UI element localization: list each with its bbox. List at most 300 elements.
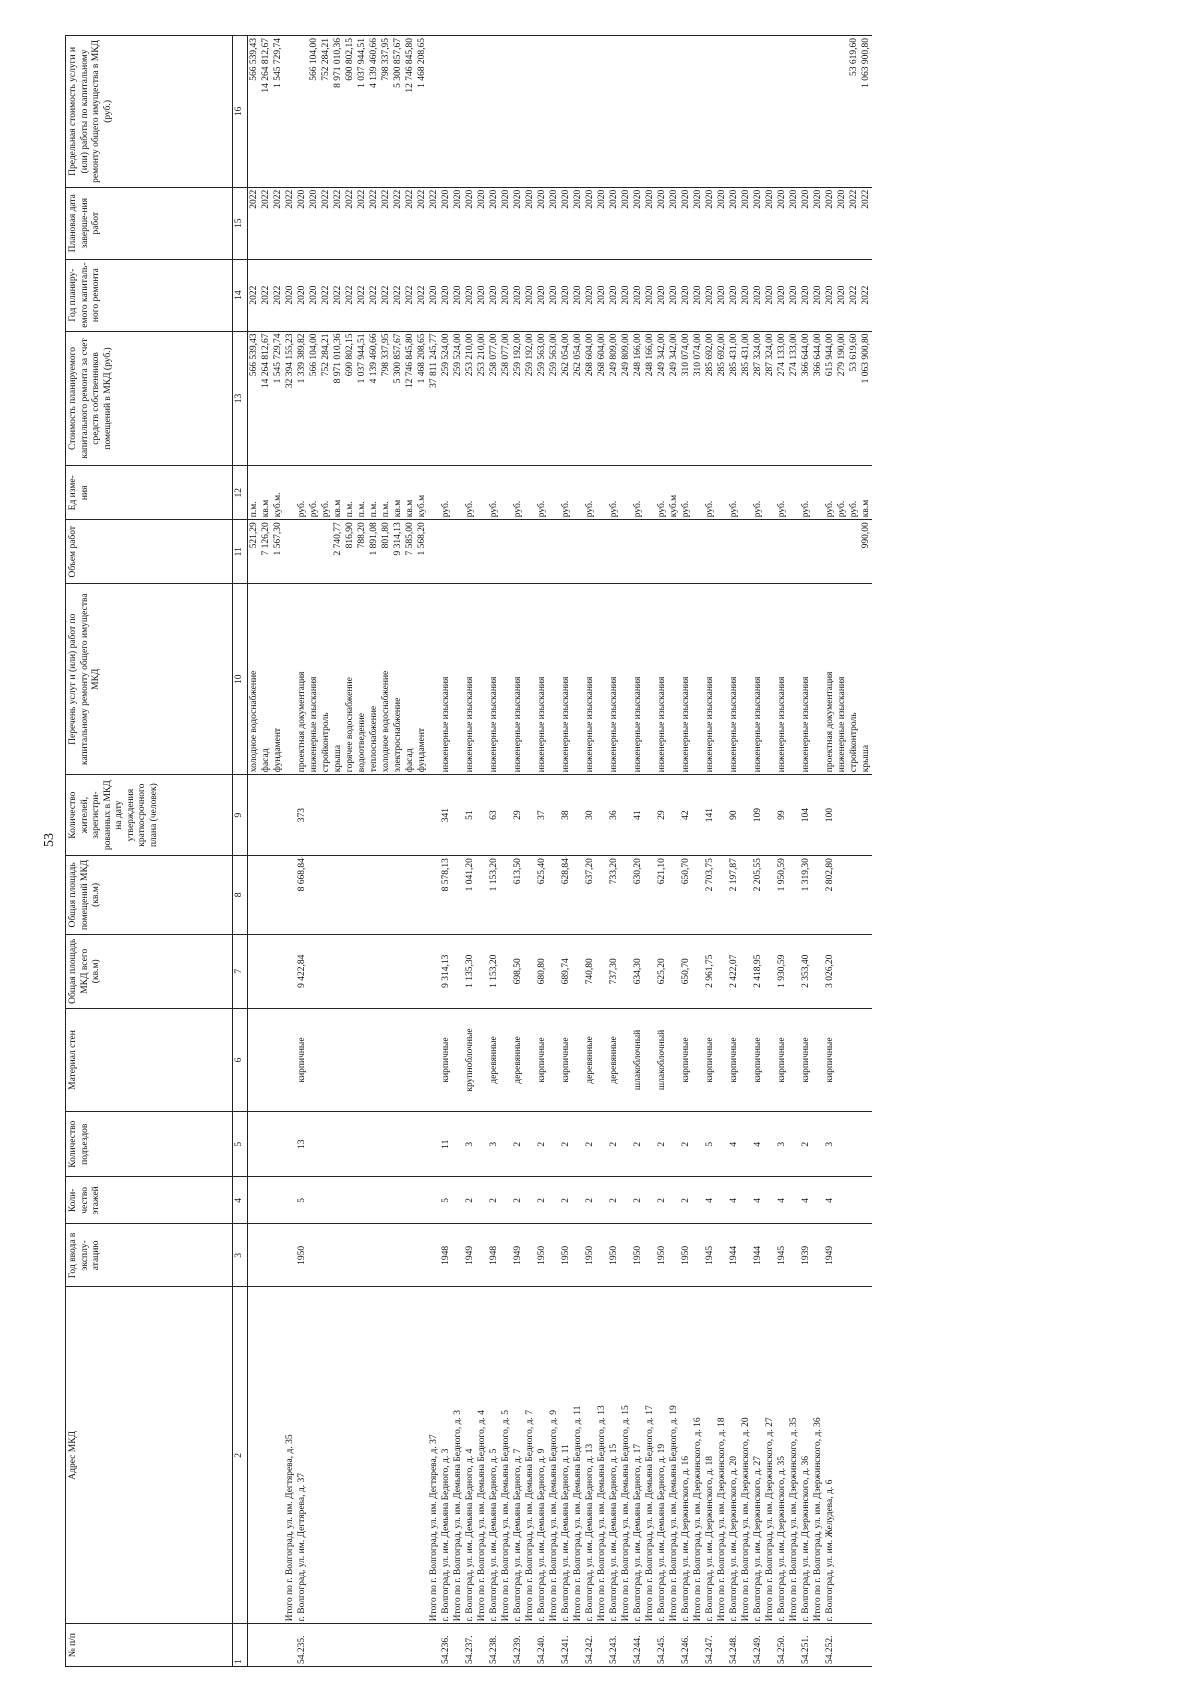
cell-year: 1950: [536, 1224, 548, 1287]
cell-volume: [632, 520, 644, 584]
cell-volume: [284, 520, 296, 584]
cell-year: 1945: [704, 1224, 716, 1287]
cell-entrances: [524, 1112, 536, 1177]
cell-work-type: инженерные изыскания: [680, 584, 692, 775]
cell-unit: [596, 466, 608, 520]
cell-completion-date: 2020: [596, 187, 608, 259]
cell-total-area: [500, 934, 512, 1008]
cell-volume: 9 314,13: [392, 520, 404, 584]
cell-repair-year: 2020: [308, 259, 320, 331]
cell-num: [692, 1624, 704, 1667]
cell-address: г. Волгоград, ул. им. Дегтярева, д. 37: [296, 1287, 308, 1624]
cell-wall-material: [848, 1008, 860, 1111]
column-header-work-type: Перечень услуг и (или) работ по капитальному ремонту общего имущества МКД: [66, 584, 233, 775]
cell-repair-year: 2020: [584, 259, 596, 331]
cell-total-area: 740,80: [584, 934, 596, 1008]
cell-repair-year: 2020: [764, 259, 776, 331]
cell-repair-year: 2022: [392, 259, 404, 331]
cell-volume: [656, 520, 668, 584]
column-header-num: № п/п: [66, 1624, 233, 1667]
cell-max-cost: [464, 36, 476, 188]
cell-repair-year: 2020: [536, 259, 548, 331]
cell-premises-area: [320, 856, 332, 935]
cell-address: г. Волгоград, ул. им. Демьяна Бедного, д. 19: [656, 1287, 668, 1624]
cell-max-cost: [764, 36, 776, 188]
cell-total-area: [368, 934, 380, 1008]
cell-max-cost: 690 802,15: [344, 36, 356, 188]
cell-completion-date: 2020: [608, 187, 620, 259]
cell-unit: [476, 466, 488, 520]
cell-work-type: [476, 584, 488, 775]
table-row: [464, 36, 476, 1667]
cell-residents: 41: [632, 775, 644, 856]
cell-entrances: 2: [608, 1112, 620, 1177]
table-row: [740, 36, 752, 1667]
cell-total-area: [392, 934, 404, 1008]
cell-residents: 30: [584, 775, 596, 856]
cell-unit: [452, 466, 464, 520]
cell-wall-material: [308, 1008, 320, 1111]
cell-total-area: 680,80: [536, 934, 548, 1008]
cell-residents: 36: [608, 775, 620, 856]
cell-premises-area: [812, 856, 824, 935]
table-row: [716, 36, 728, 1667]
cell-completion-date: 2022: [260, 187, 272, 259]
cell-wall-material: [452, 1008, 464, 1111]
cell-total-area: [452, 934, 464, 1008]
column-header-volume: Объем работ: [66, 520, 233, 584]
cell-completion-date: 2020: [620, 187, 632, 259]
column-number: 5: [233, 1112, 248, 1177]
cell-volume: [824, 520, 836, 584]
cell-repair-year: 2020: [656, 259, 668, 331]
cell-volume: [536, 520, 548, 584]
cell-num: [368, 1624, 380, 1667]
cell-max-cost: [668, 36, 680, 188]
cell-cost: 615 944,00: [824, 331, 836, 466]
cell-repair-year: 2022: [848, 259, 860, 331]
cell-repair-year: 2022: [380, 259, 392, 331]
cell-wall-material: кирпичные: [560, 1008, 572, 1111]
cell-premises-area: [860, 856, 872, 935]
cell-total-area: 2 422,07: [728, 934, 740, 1008]
cell-premises-area: [692, 856, 704, 935]
cell-year: [668, 1224, 680, 1287]
cell-wall-material: [524, 1008, 536, 1111]
cell-floors: [248, 1177, 261, 1224]
cell-repair-year: 2020: [512, 259, 524, 331]
cell-completion-date: 2022: [320, 187, 332, 259]
cell-cost: 248 166,00: [632, 331, 644, 466]
cell-address: Итого по г. Волгоград, ул. им. Демьяна Бедного, д. 3: [452, 1287, 464, 1624]
cell-wall-material: деревянные: [584, 1008, 596, 1111]
cell-year: [344, 1224, 356, 1287]
cell-total-area: [416, 934, 428, 1008]
cell-max-cost: 5 300 857,67: [392, 36, 404, 188]
cell-entrances: 4: [752, 1112, 764, 1177]
cell-unit: [548, 466, 560, 520]
cell-floors: [788, 1177, 800, 1224]
cell-premises-area: [308, 856, 320, 935]
cell-work-type: крыша: [860, 584, 872, 775]
cell-volume: [728, 520, 740, 584]
cell-total-area: [524, 934, 536, 1008]
cell-wall-material: [548, 1008, 560, 1111]
cell-premises-area: [248, 856, 261, 935]
cell-residents: [740, 775, 752, 856]
cell-max-cost: 14 264 812,67: [260, 36, 272, 188]
cell-max-cost: [680, 36, 692, 188]
table-row: [776, 36, 788, 1667]
cell-completion-date: 2022: [392, 187, 404, 259]
cell-address: г. Волгоград, ул. им. Демьяна Бедного, д. 4: [464, 1287, 476, 1624]
cell-total-area: [848, 934, 860, 1008]
table-row: [536, 36, 548, 1667]
cell-year: 1944: [728, 1224, 740, 1287]
cell-max-cost: [656, 36, 668, 188]
cell-completion-date: 2020: [464, 187, 476, 259]
cell-floors: 2: [608, 1177, 620, 1224]
cell-residents: [272, 775, 284, 856]
cell-repair-year: 2022: [272, 259, 284, 331]
cell-max-cost: 566 539,43: [248, 36, 261, 188]
cell-cost: 259 192,00: [524, 331, 536, 466]
cell-residents: [848, 775, 860, 856]
cell-premises-area: 1 950,59: [776, 856, 788, 935]
cell-unit: руб.: [776, 466, 788, 520]
cell-num: [392, 1624, 404, 1667]
cell-volume: [464, 520, 476, 584]
cell-max-cost: 8 971 010,36: [332, 36, 344, 188]
cell-premises-area: 650,70: [680, 856, 692, 935]
cell-num: 54.235.: [296, 1624, 308, 1667]
cell-volume: [596, 520, 608, 584]
cell-address: Итого по г. Волгоград, ул. им. Демьяна Бедного, д. 13: [596, 1287, 608, 1624]
cell-premises-area: 621,10: [656, 856, 668, 935]
cell-max-cost: [560, 36, 572, 188]
cell-repair-year: 2020: [488, 259, 500, 331]
cell-year: [860, 1224, 872, 1287]
cell-work-type: [452, 584, 464, 775]
cell-max-cost: [596, 36, 608, 188]
cell-work-type: инженерные изыскания: [488, 584, 500, 775]
cell-max-cost: [284, 36, 296, 188]
cell-year: [644, 1224, 656, 1287]
cell-residents: 29: [512, 775, 524, 856]
cell-cost: 285 431,00: [740, 331, 752, 466]
cell-num: [476, 1624, 488, 1667]
cell-address: г. Волгоград, ул. им. Демьяна Бедного, д. 15: [608, 1287, 620, 1624]
cell-premises-area: [644, 856, 656, 935]
cell-floors: [644, 1177, 656, 1224]
cell-max-cost: [512, 36, 524, 188]
cell-completion-date: 2022: [404, 187, 416, 259]
cell-unit: руб.: [848, 466, 860, 520]
cell-wall-material: [476, 1008, 488, 1111]
cell-residents: 99: [776, 775, 788, 856]
cell-wall-material: [272, 1008, 284, 1111]
cell-unit: руб.: [308, 466, 320, 520]
cell-address: г. Волгоград, ул. им. Демьяна Бедного, д. 7: [512, 1287, 524, 1624]
cell-volume: [476, 520, 488, 584]
cell-residents: 37: [536, 775, 548, 856]
cell-repair-year: 2020: [284, 259, 296, 331]
cell-year: 1950: [296, 1224, 308, 1287]
cell-floors: [272, 1177, 284, 1224]
cell-repair-year: 2020: [428, 259, 440, 331]
cell-residents: 90: [728, 775, 740, 856]
cell-max-cost: [632, 36, 644, 188]
cell-volume: [848, 520, 860, 584]
cell-floors: [320, 1177, 332, 1224]
cell-year: [284, 1224, 296, 1287]
cell-max-cost: [812, 36, 824, 188]
cell-work-type: инженерные изыскания: [560, 584, 572, 775]
cell-work-type: [548, 584, 560, 775]
cell-repair-year: 2020: [752, 259, 764, 331]
cell-floors: [380, 1177, 392, 1224]
cell-repair-year: 2020: [632, 259, 644, 331]
cell-volume: [788, 520, 800, 584]
cell-address: Итого по г. Волгоград, ул. им. Демьяна Бедного, д. 5: [500, 1287, 512, 1624]
cell-residents: 29: [656, 775, 668, 856]
cell-entrances: [812, 1112, 824, 1177]
cell-year: [452, 1224, 464, 1287]
cell-num: 54.239.: [512, 1624, 524, 1667]
cell-completion-date: 2020: [728, 187, 740, 259]
cell-year: 1944: [752, 1224, 764, 1287]
cell-completion-date: 2020: [632, 187, 644, 259]
cell-repair-year: 2020: [524, 259, 536, 331]
table-row: [704, 36, 716, 1667]
cell-num: [572, 1624, 584, 1667]
column-header-address: Адрес МКД: [66, 1287, 233, 1624]
cell-wall-material: [764, 1008, 776, 1111]
cell-num: [356, 1624, 368, 1667]
cell-entrances: 2: [680, 1112, 692, 1177]
cell-cost: 259 524,00: [440, 331, 452, 466]
cell-unit: кв.м: [260, 466, 272, 520]
cell-floors: 2: [680, 1177, 692, 1224]
cell-cost: 287 324,00: [752, 331, 764, 466]
table-row: [308, 36, 320, 1667]
cell-volume: [608, 520, 620, 584]
cell-num: [380, 1624, 392, 1667]
cell-total-area: [644, 934, 656, 1008]
cell-floors: 2: [512, 1177, 524, 1224]
cell-floors: 2: [464, 1177, 476, 1224]
cell-wall-material: [500, 1008, 512, 1111]
cell-volume: [644, 520, 656, 584]
cell-premises-area: [848, 856, 860, 935]
cell-max-cost: 53 619,60: [848, 36, 860, 188]
cell-cost: 248 166,00: [644, 331, 656, 466]
cell-cost: 1 468 208,65: [416, 331, 428, 466]
cell-cost: 262 054,00: [560, 331, 572, 466]
cell-wall-material: [248, 1008, 261, 1111]
cell-entrances: [596, 1112, 608, 1177]
cell-repair-year: 2022: [320, 259, 332, 331]
cell-address: г. Волгоград, ул. им. Желудева, д. 6: [824, 1287, 836, 1624]
cell-num: 54.240.: [536, 1624, 548, 1667]
table-header-row: [66, 36, 233, 1667]
cell-work-type: теплоснабжение: [368, 584, 380, 775]
cell-floors: [308, 1177, 320, 1224]
cell-max-cost: [644, 36, 656, 188]
cell-num: [740, 1624, 752, 1667]
table-row: [692, 36, 704, 1667]
cell-volume: [812, 520, 824, 584]
cell-floors: [392, 1177, 404, 1224]
cell-work-type: [812, 584, 824, 775]
cell-max-cost: [728, 36, 740, 188]
cell-entrances: 3: [824, 1112, 836, 1177]
cell-num: [332, 1624, 344, 1667]
cell-completion-date: 2022: [356, 187, 368, 259]
cell-floors: 4: [704, 1177, 716, 1224]
cell-year: [692, 1224, 704, 1287]
cell-volume: 816,90: [344, 520, 356, 584]
cell-max-cost: [476, 36, 488, 188]
cell-work-type: инженерные изыскания: [836, 584, 848, 775]
column-header-floors: Коли-чество этажей: [66, 1177, 233, 1224]
table-row: [392, 36, 404, 1667]
cell-year: 1948: [488, 1224, 500, 1287]
cell-year: [272, 1224, 284, 1287]
cell-floors: [848, 1177, 860, 1224]
cell-address: Итого по г. Волгоград, ул. им. Демьяна Бедного, д. 17: [644, 1287, 656, 1624]
cell-wall-material: кирпичные: [728, 1008, 740, 1111]
cell-year: [788, 1224, 800, 1287]
cell-unit: п.м.: [368, 466, 380, 520]
cell-max-cost: [452, 36, 464, 188]
cell-address: [332, 1287, 344, 1624]
cell-unit: руб.: [560, 466, 572, 520]
cell-total-area: [260, 934, 272, 1008]
cell-wall-material: [788, 1008, 800, 1111]
column-header-year: Год ввода в эксплу-атацию: [66, 1224, 233, 1287]
table-row: [476, 36, 488, 1667]
cell-floors: [332, 1177, 344, 1224]
cell-entrances: [404, 1112, 416, 1177]
cell-wall-material: [716, 1008, 728, 1111]
cell-total-area: [788, 934, 800, 1008]
cell-total-area: [380, 934, 392, 1008]
cell-num: [284, 1624, 296, 1667]
cell-entrances: [416, 1112, 428, 1177]
cell-max-cost: [788, 36, 800, 188]
cell-total-area: [620, 934, 632, 1008]
cell-completion-date: 2020: [776, 187, 788, 259]
cell-repair-year: 2020: [644, 259, 656, 331]
cell-cost: 279 190,00: [836, 331, 848, 466]
cell-cost: 259 524,00: [452, 331, 464, 466]
cell-repair-year: 2020: [440, 259, 452, 331]
cell-wall-material: кирпичные: [680, 1008, 692, 1111]
table-row: [428, 36, 440, 1667]
cell-cost: 566 539,43: [248, 331, 261, 466]
cell-floors: [452, 1177, 464, 1224]
cell-year: [332, 1224, 344, 1287]
cell-total-area: [404, 934, 416, 1008]
cell-num: [272, 1624, 284, 1667]
cell-max-cost: [740, 36, 752, 188]
cell-total-area: 698,50: [512, 934, 524, 1008]
cell-unit: [644, 466, 656, 520]
cell-year: [836, 1224, 848, 1287]
cell-floors: 5: [440, 1177, 452, 1224]
cell-floors: 2: [584, 1177, 596, 1224]
cell-address: [272, 1287, 284, 1624]
table-row: [608, 36, 620, 1667]
cell-residents: [668, 775, 680, 856]
cell-wall-material: [404, 1008, 416, 1111]
cell-repair-year: 2020: [620, 259, 632, 331]
cell-address: г. Волгоград, ул. им. Демьяна Бедного, д. 3: [440, 1287, 452, 1624]
cell-unit: [572, 466, 584, 520]
cell-total-area: [860, 934, 872, 1008]
cell-premises-area: 630,20: [632, 856, 644, 935]
cell-repair-year: 2020: [668, 259, 680, 331]
cell-year: [548, 1224, 560, 1287]
cell-premises-area: 1 041,20: [464, 856, 476, 935]
cell-max-cost: [752, 36, 764, 188]
cell-volume: 2 740,77: [332, 520, 344, 584]
cell-cost: 4 139 460,66: [368, 331, 380, 466]
cell-entrances: [740, 1112, 752, 1177]
cell-address: Итого по г. Волгоград, ул. им. Демьяна Бедного, д. 7: [524, 1287, 536, 1624]
cell-address: [248, 1287, 261, 1624]
cell-cost: 259 192,00: [512, 331, 524, 466]
cell-completion-date: 2020: [824, 187, 836, 259]
cell-address: Итого по г. Волгоград, ул. им. Демьяна Бедного, д. 19: [668, 1287, 680, 1624]
cell-cost: 1 037 944,51: [356, 331, 368, 466]
cell-work-type: электроснабжение: [392, 584, 404, 775]
column-number: 9: [233, 775, 248, 856]
cell-address: г. Волгоград, ул. им. Демьяна Бедного, д. 5: [488, 1287, 500, 1624]
cell-cost: 1 339 389,82: [296, 331, 308, 466]
cell-max-cost: [488, 36, 500, 188]
cell-unit: руб.: [824, 466, 836, 520]
cell-wall-material: кирпичные: [776, 1008, 788, 1111]
cell-floors: [836, 1177, 848, 1224]
cell-total-area: [692, 934, 704, 1008]
cell-unit: куб.м: [416, 466, 428, 520]
cell-max-cost: [584, 36, 596, 188]
cell-completion-date: 2020: [452, 187, 464, 259]
cell-unit: [428, 466, 440, 520]
cell-premises-area: [392, 856, 404, 935]
cell-residents: [548, 775, 560, 856]
cell-work-type: [644, 584, 656, 775]
cell-address: г. Волгоград, ул. им. Демьяна Бедного, д. 9: [536, 1287, 548, 1624]
cell-residents: [284, 775, 296, 856]
cell-volume: [320, 520, 332, 584]
cell-volume: [584, 520, 596, 584]
cell-residents: [404, 775, 416, 856]
cell-entrances: [668, 1112, 680, 1177]
column-number: 12: [233, 466, 248, 520]
cell-wall-material: кирпичные: [800, 1008, 812, 1111]
cell-floors: 2: [656, 1177, 668, 1224]
cell-wall-material: [572, 1008, 584, 1111]
cell-unit: руб.: [680, 466, 692, 520]
cell-cost: 258 077,00: [500, 331, 512, 466]
cell-total-area: [812, 934, 824, 1008]
cell-work-type: фундамент: [272, 584, 284, 775]
table-row: [524, 36, 536, 1667]
cell-completion-date: 2022: [848, 187, 860, 259]
